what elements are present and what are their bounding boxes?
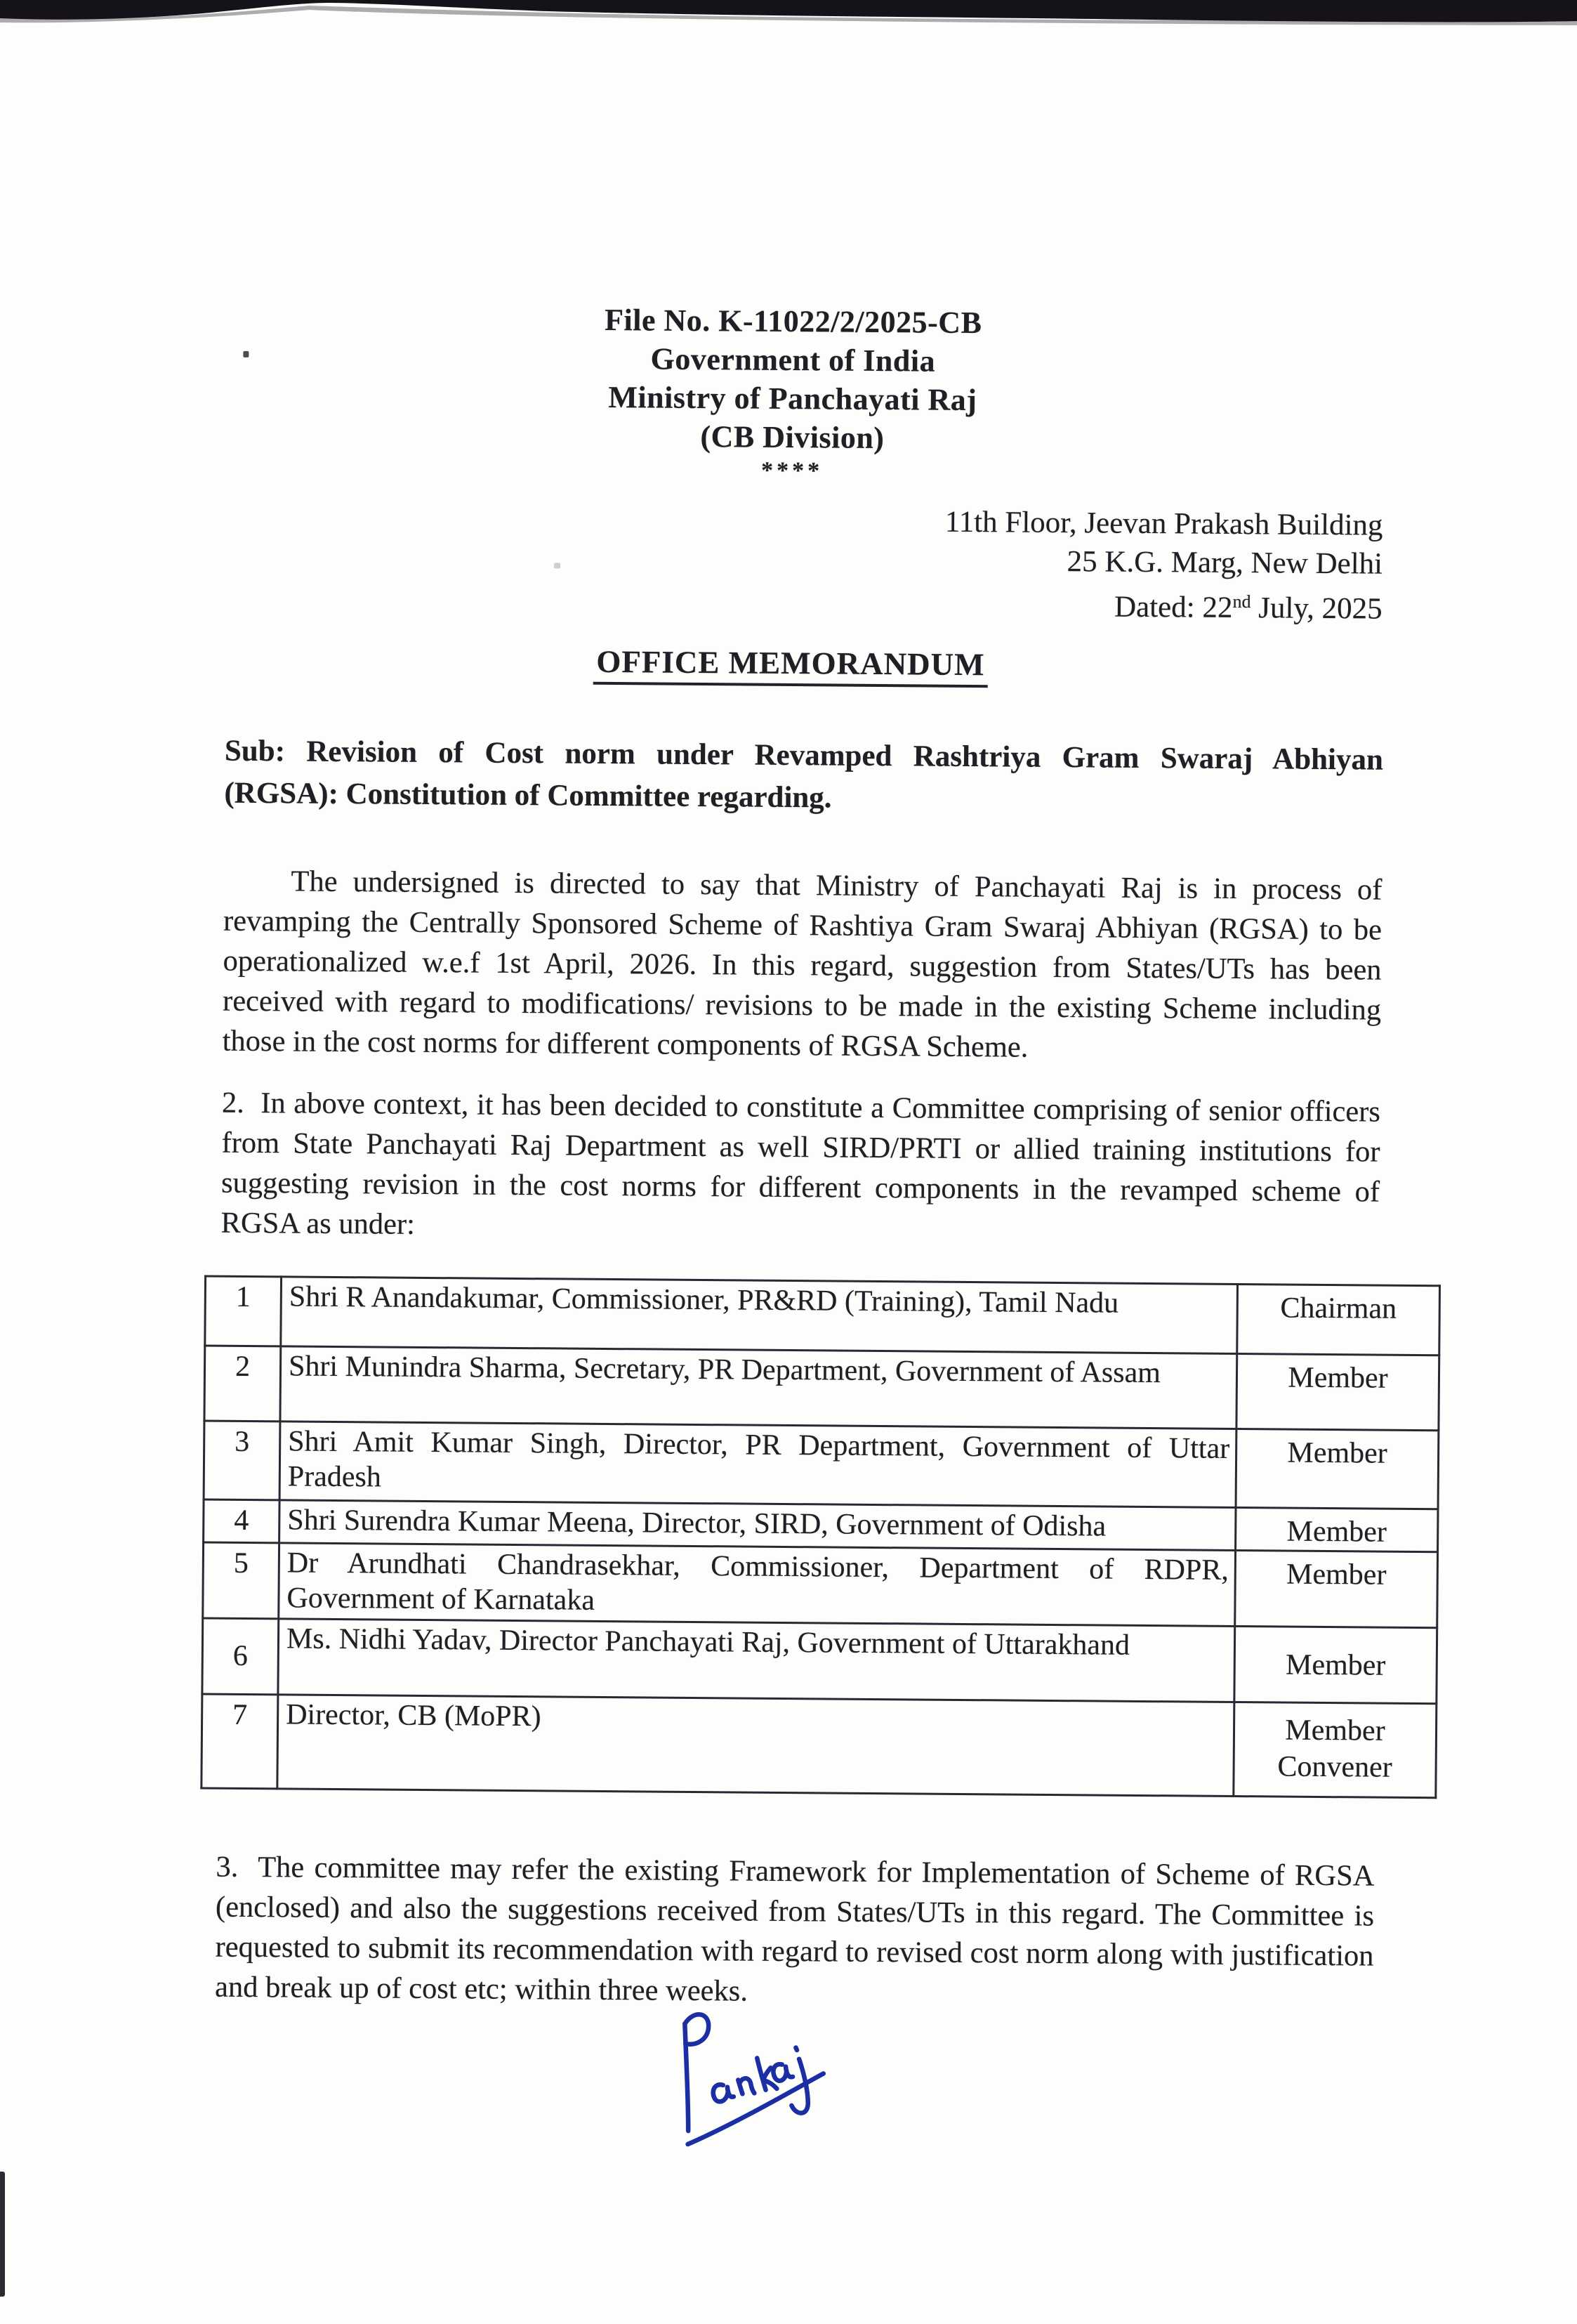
scan-top-edge-artifact [0,0,1577,29]
subject-block [224,730,1383,824]
paragraph-1: The undersigned is directed to say that Ministry of Panchayati Raj is in process of revamping the Centrally Sponsored Scheme of Rashtiya Gram Swaraj Abhiyan (RGSA) to be operationalized w.e.f 1st April, 2026. In this regard, suggestion from States/UTs has been received with regard to modifications/ revisions to be made in the existing Scheme including those in the cost norms for different components of RGSA Scheme. [222,865,1383,1064]
committee-member-role: Chairman [1237,1285,1440,1355]
committee-member-role: Member [1235,1551,1438,1628]
address-block [944,503,1383,629]
separator-stars: **** [760,457,824,485]
org-line-ministry: Ministry of Panchayati Raj [608,379,977,418]
subject-line: Sub: Revision of Cost norm under Revamped Rashtriya Gram Swaraj Abhiyan [224,734,1384,777]
date-ordinal-superscript: nd [1232,591,1251,612]
committee-table [200,1275,1441,1799]
committee-serial-number: 3 [204,1421,280,1500]
table-row [202,1618,1437,1704]
committee-serial-number: 4 [204,1499,279,1543]
table-row [204,1346,1439,1431]
committee-serial-number: 7 [202,1694,278,1789]
letterhead-block [4,296,1577,492]
table-row [203,1542,1438,1628]
committee-member-name: Director, CB (MoPR) [277,1695,1234,1797]
address-line-street: 25 K.G. Marg, New Delhi [1067,545,1383,581]
page-title: OFFICE MEMORANDUM [593,643,988,688]
org-line-government: Government of India [650,341,936,379]
committee-member-name: Shri R Anandakumar, Commissioner, PR&RD (Training), Tamil Nadu [281,1277,1238,1354]
committee-member-role: Member [1236,1354,1439,1431]
handwritten-signature [631,1993,829,2160]
committee-table-body [202,1276,1440,1798]
committee-member-role: Member [1236,1429,1439,1509]
committee-serial-number: 6 [202,1618,279,1695]
committee-member-role: Member [1236,1508,1438,1552]
subject-line: (RGSA): Constitution of Committee regarding. [224,776,832,815]
file-number: File No. K-11022/2/2025-CB [604,302,982,341]
committee-member-role: Member [1234,1627,1437,1704]
committee-serial-number: 5 [203,1542,279,1619]
committee-member-name: Shri Surendra Kumar Meena, Director, SIRD, Government of Odisha [279,1500,1236,1551]
committee-member-role: Member Convener [1234,1702,1437,1798]
committee-serial-number: 2 [204,1346,281,1422]
paragraph-2: 2. In above context, it has been decided to constitute a Committee comprising of senior officers from State Panchayati Raj Department as well SIRD/PRTI or allied training institutions for suggesting revision in the cost norms for different components in the revamped scheme of RGSA as under: [220,1086,1381,1241]
table-row [205,1276,1440,1355]
committee-serial-number: 1 [205,1276,282,1346]
committee-member-name: Ms. Nidhi Yadav, Director Panchayati Raj, Government of Uttarakhand [278,1619,1235,1702]
committee-member-name: Shri Munindra Sharma, Secretary, PR Department, Government of Assam [280,1346,1237,1429]
scan-speck-icon [554,563,560,568]
table-row [204,1421,1439,1509]
scan-left-edge-artifact [0,2172,5,2297]
committee-member-name: Dr Arundhati Chandrasekhar, Commissioner, Department of RDPR, Government of Karnataka [279,1543,1236,1627]
date-line: Dated: 22nd July, 2025 [1114,590,1383,626]
paragraph-3: 3. The committee may refer the existing Framework for Implementation of Scheme of RGSA (enclosed) and also the suggestions received from States/UTs in this regard. The Committee is requested to submit its recommendation with regard to revised cost norm along with justification and break up of cost etc; within three weeks. [214,1850,1375,2008]
committee-member-name: Shri Amit Kumar Singh, Director, PR Department, Government of Uttar Pradesh [279,1422,1236,1508]
title-row [2,638,1577,692]
org-line-division: (CB Division) [700,419,885,456]
table-row [202,1694,1437,1798]
address-line-building: 11th Floor, Jeevan Prakash Building [944,505,1383,542]
